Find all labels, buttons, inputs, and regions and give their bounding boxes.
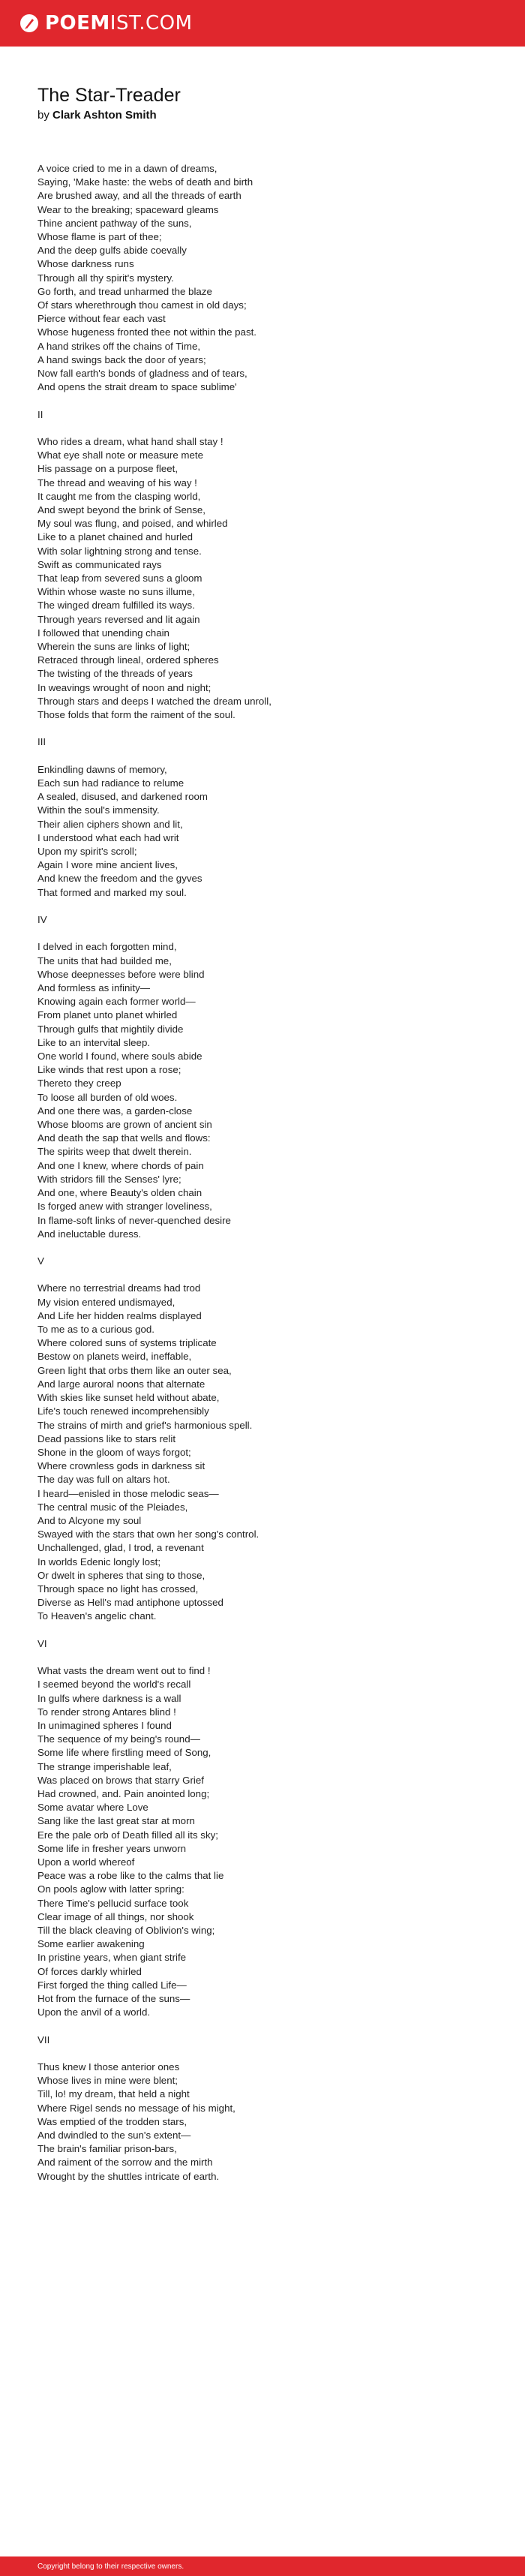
poem-line: Some life in fresher years unworn [38, 1842, 187, 1854]
poem-line: Where crownless gods in darkness sit [38, 1460, 206, 1472]
poem-line: Where colored suns of systems triplicate [38, 1337, 217, 1349]
section-number: VI [38, 1637, 47, 1649]
poem-line: Retraced through lineal, ordered spheres [38, 654, 219, 666]
poem-line: Through gulfs that mightily divide [38, 1023, 184, 1035]
stanza [38, 1664, 502, 2019]
poem-line: Swift as communicated rays [38, 558, 162, 570]
poem-line: With solar lightning strong and tense. [38, 545, 202, 557]
poem-line: Some earlier awakening [38, 1938, 145, 1950]
stanza [38, 162, 502, 394]
poem-line: Wherein the suns are links of light; [38, 641, 190, 653]
poem-line: Shone in the gloom of ways forgot; [38, 1446, 191, 1458]
poem-line: And raiment of the sorrow and the mirth [38, 2157, 213, 2169]
section-number: VII [38, 2033, 50, 2045]
poem-line: To loose all burden of old woes. [38, 1091, 178, 1103]
poem-line: Are brushed away, and all the threads of earth [38, 190, 242, 202]
poem-line: Some life where firstling meed of Song, [38, 1747, 212, 1759]
poem-line: The sequence of my being's round— [38, 1733, 200, 1745]
poem-line: Thereto they creep [38, 1078, 122, 1090]
poem-line: Through all thy spirit's mystery. [38, 272, 174, 284]
poem-line: I heard—enisled in those melodic seas— [38, 1487, 219, 1499]
stanza [38, 1282, 502, 1623]
poem-line: Saying, 'Make haste: the webs of death and birth [38, 176, 254, 188]
poem-line: The day was full on altars hot. [38, 1474, 170, 1486]
stanza-gap [38, 2019, 502, 2033]
section-number: IV [38, 914, 47, 926]
poem-line: I understood what each had writ [38, 831, 179, 843]
poem-line: The brain's familiar prison-bars, [38, 2143, 177, 2155]
section-number: II [38, 408, 44, 420]
poem-line: A hand swings back the door of years; [38, 353, 206, 365]
poem-line: A hand strikes off the chains of Time, [38, 340, 201, 352]
poem-line: And the deep gulfs abide coevally [38, 245, 187, 257]
stanza-gap [38, 900, 502, 913]
quill-icon [20, 14, 39, 33]
poem-line: That leap from severed suns a gloom [38, 573, 202, 585]
poem-line: In gulfs where darkness is a wall [38, 1692, 182, 1704]
poem-line: Again I wore mine ancient lives, [38, 859, 178, 871]
poem-line: The winged dream fulfilled its ways. [38, 600, 195, 612]
poem-line: It caught me from the clasping world, [38, 490, 201, 502]
stanza-gap [38, 927, 502, 940]
poem-line: Upon a world whereof [38, 1856, 135, 1868]
poem-line: What eye shall note or measure mete [38, 449, 203, 461]
poem-line: In worlds Edenic longly lost; [38, 1556, 161, 1568]
poem-title: The Star-Treader [38, 85, 181, 106]
poem-line: Pierce without fear each vast [38, 313, 166, 325]
poem-line: Bestow on planets weird, ineffable, [38, 1351, 192, 1363]
poem-line: His passage on a purpose fleet, [38, 463, 178, 475]
copyright-text: Copyright belong to their respective owners. [38, 2562, 184, 2571]
poem-line: The spirits weep that dwelt therein. [38, 1146, 192, 1158]
stanza-gap [38, 750, 502, 763]
poem-line: I seemed beyond the world's recall [38, 1679, 191, 1691]
author-link[interactable]: Clark Ashton Smith [52, 109, 157, 122]
poem-line: And one there was, a garden-close [38, 1105, 193, 1117]
poem-line: Whose deepnesses before were blind [38, 968, 205, 980]
poem-line: To Heaven's angelic chant. [38, 1610, 157, 1622]
poem-line: The strains of mirth and grief's harmonious spell. [38, 1419, 253, 1431]
poem-line: Whose darkness runs [38, 258, 134, 270]
poem-line: Thine ancient pathway of the suns, [38, 217, 192, 229]
poem-line: Had crowned, and. Pain anointed long; [38, 1787, 210, 1799]
poem-line: To render strong Antares blind ! [38, 1706, 176, 1718]
stanza-gap [38, 422, 502, 435]
stanza-gap [38, 1651, 502, 1664]
poem-line: Like winds that rest upon a rose; [38, 1064, 182, 1076]
poem-line: Through years reversed and lit again [38, 613, 200, 625]
poem-line: Whose flame is part of thee; [38, 231, 162, 243]
poem-line: Like to a planet chained and hurled [38, 531, 193, 543]
poem-line: What vasts the dream went out to find ! [38, 1665, 211, 1677]
poem-line: Upon the anvil of a world. [38, 2006, 151, 2018]
poem-line: Whose blooms are grown of ancient sin [38, 1119, 212, 1131]
poem-line: And Life her hidden realms displayed [38, 1309, 202, 1321]
poem-line: And knew the freedom and the gyves [38, 873, 202, 885]
poem-line: And to Alcyone my soul [38, 1514, 142, 1526]
logo-text-bold: POEM [45, 12, 110, 35]
poem-line: Enkindling dawns of memory, [38, 763, 167, 775]
poem-line: And opens the strait dream to space sublime' [38, 381, 237, 393]
poem-line: Clear image of all things, nor shook [38, 1910, 194, 1922]
stanza [38, 2060, 502, 2184]
stanza [38, 940, 502, 1240]
poem-line: Or dwelt in spheres that sing to those, [38, 1569, 206, 1581]
poem-line: I followed that unending chain [38, 627, 170, 639]
poem-line: Upon my spirit's scroll; [38, 846, 137, 858]
poem-line: Who rides a dream, what hand shall stay ! [38, 436, 224, 448]
poem-line: First forged the thing called Life— [38, 1979, 187, 1991]
site-footer [0, 2556, 525, 2576]
poem-line: Till, lo! my dream, that held a night [38, 2088, 190, 2100]
poem-line: Green light that orbs them like an outer sea, [38, 1364, 232, 1376]
poem-line: The strange imperishable leaf, [38, 1760, 172, 1772]
poem-line: Within the soul's immensity. [38, 804, 160, 816]
poem-line: A sealed, disused, and darkened room [38, 791, 208, 803]
poem-line: In pristine years, when giant strife [38, 1952, 187, 1964]
poem-line: The twisting of the threads of years [38, 668, 193, 680]
poem-line: Is forged anew with stranger loveliness, [38, 1201, 212, 1213]
poem-line: Hot from the furnace of the suns— [38, 1992, 190, 2004]
poem-line: Through stars and deeps I watched the dream unroll, [38, 695, 272, 707]
stanza [38, 763, 502, 900]
poem-line: And death the sap that wells and flows: [38, 1132, 211, 1144]
poem-line: Their alien ciphers shown and lit, [38, 818, 183, 830]
poem-line: Thus knew I those anterior ones [38, 2060, 180, 2073]
poem-line: Go forth, and tread unharmed the blaze [38, 285, 212, 297]
poem-line: Ere the pale orb of Death filled all its sky; [38, 1829, 218, 1841]
poem-line: Was placed on brows that starry Grief [38, 1774, 204, 1786]
poem-line: The thread and weaving of his way ! [38, 476, 197, 488]
site-logo[interactable] [20, 12, 193, 35]
poem-line: Was emptied of the trodden stars, [38, 2115, 188, 2127]
poem-line: Dead passions like to stars relit [38, 1432, 176, 1444]
poem-line: Wear to the breaking; spaceward gleams [38, 203, 219, 215]
poem-line: Through space no light has crossed, [38, 1583, 199, 1595]
poem-line: Each sun had radiance to relume [38, 777, 184, 789]
poem-line: And dwindled to the sun's extent— [38, 2129, 191, 2141]
stanza-gap [38, 1624, 502, 1637]
poem-line: My soul was flung, and poised, and whirled [38, 518, 228, 530]
stanza-gap [38, 722, 502, 735]
poem-line: To me as to a curious god. [38, 1324, 154, 1336]
poem-line: Whose lives in mine were blent; [38, 2075, 178, 2087]
poem-line: With skies like sunset held without abate, [38, 1392, 220, 1404]
poem-line: On pools aglow with latter spring: [38, 1883, 184, 1895]
poem-line: Where Rigel sends no message of his might, [38, 2102, 236, 2114]
poem-line: And ineluctable duress. [38, 1228, 142, 1240]
byline-prefix: by [38, 109, 50, 122]
poem-line: And one I knew, where chords of pain [38, 1159, 204, 1171]
poem-line: Of forces darkly whirled [38, 1965, 142, 1977]
poem-line: Life's touch renewed incomprehensibly [38, 1405, 209, 1417]
poem-line: In flame-soft links of never-quenched desire [38, 1214, 231, 1226]
poem-body [38, 162, 502, 2184]
poem-line: The central music of the Pleiades, [38, 1501, 188, 1513]
poem-line: Unchallenged, glad, I trod, a revenant [38, 1542, 204, 1554]
poem-line: With stridors fill the Senses' lyre; [38, 1173, 182, 1185]
poem-line: That formed and marked my soul. [38, 886, 187, 898]
poem-line: Now fall earth's bonds of gladness and of tears, [38, 368, 248, 380]
poem-line: Knowing again each former world— [38, 996, 196, 1008]
poem-line: In weavings wrought of noon and night; [38, 681, 212, 693]
section-number: V [38, 1255, 44, 1267]
poem-line: And formless as infinity— [38, 982, 151, 994]
poem-line: Sang like the last great star at morn [38, 1815, 195, 1827]
poem-line: Whose hugeness fronted thee not within the past. [38, 326, 256, 338]
poem-line: The units that had builded me, [38, 954, 172, 966]
poem-line: Those folds that form the raiment of the soul. [38, 709, 236, 721]
stanza-gap [38, 394, 502, 407]
poem-line: Some avatar where Love [38, 1802, 148, 1814]
site-header [0, 0, 525, 47]
poem-line: Of stars wherethrough thou camest in old days; [38, 299, 247, 311]
stanza [38, 435, 502, 722]
poem-container [38, 84, 502, 2184]
poem-line: One world I found, where souls abide [38, 1051, 202, 1063]
poem-line: I delved in each forgotten mind, [38, 941, 177, 953]
logo-text-light: IST.COM [110, 12, 193, 35]
poem-line: Where no terrestrial dreams had trod [38, 1282, 201, 1294]
poem-line: And large auroral noons that alternate [38, 1378, 206, 1390]
byline [38, 108, 502, 123]
stanza-gap [38, 2047, 502, 2060]
stanza-gap [38, 1241, 502, 1255]
poem-line: Diverse as Hell's mad antiphone uptossed [38, 1597, 224, 1609]
poem-line: There Time's pellucid surface took [38, 1897, 189, 1909]
poem-line: And swept beyond the brink of Sense, [38, 504, 206, 516]
poem-line: Wrought by the shuttles intricate of earth. [38, 2170, 220, 2182]
poem-line: From planet unto planet whirled [38, 1009, 178, 1021]
poem-line: Peace was a robe like to the calms that lie [38, 1870, 224, 1882]
stanza-gap [38, 1268, 502, 1282]
poem-line: Swayed with the stars that own her song's control. [38, 1528, 260, 1540]
poem-line: Within whose waste no suns illume, [38, 586, 195, 598]
poem-line: Till the black cleaving of Oblivion's wing; [38, 1924, 215, 1936]
poem-line: My vision entered undismayed, [38, 1296, 176, 1308]
poem-line: Like to an intervital sleep. [38, 1036, 151, 1048]
poem-line: A voice cried to me in a dawn of dreams, [38, 163, 218, 174]
poem-line: In unimagined spheres I found [38, 1719, 172, 1731]
section-number: III [38, 736, 46, 748]
poem-line: And one, where Beauty's olden chain [38, 1187, 202, 1199]
